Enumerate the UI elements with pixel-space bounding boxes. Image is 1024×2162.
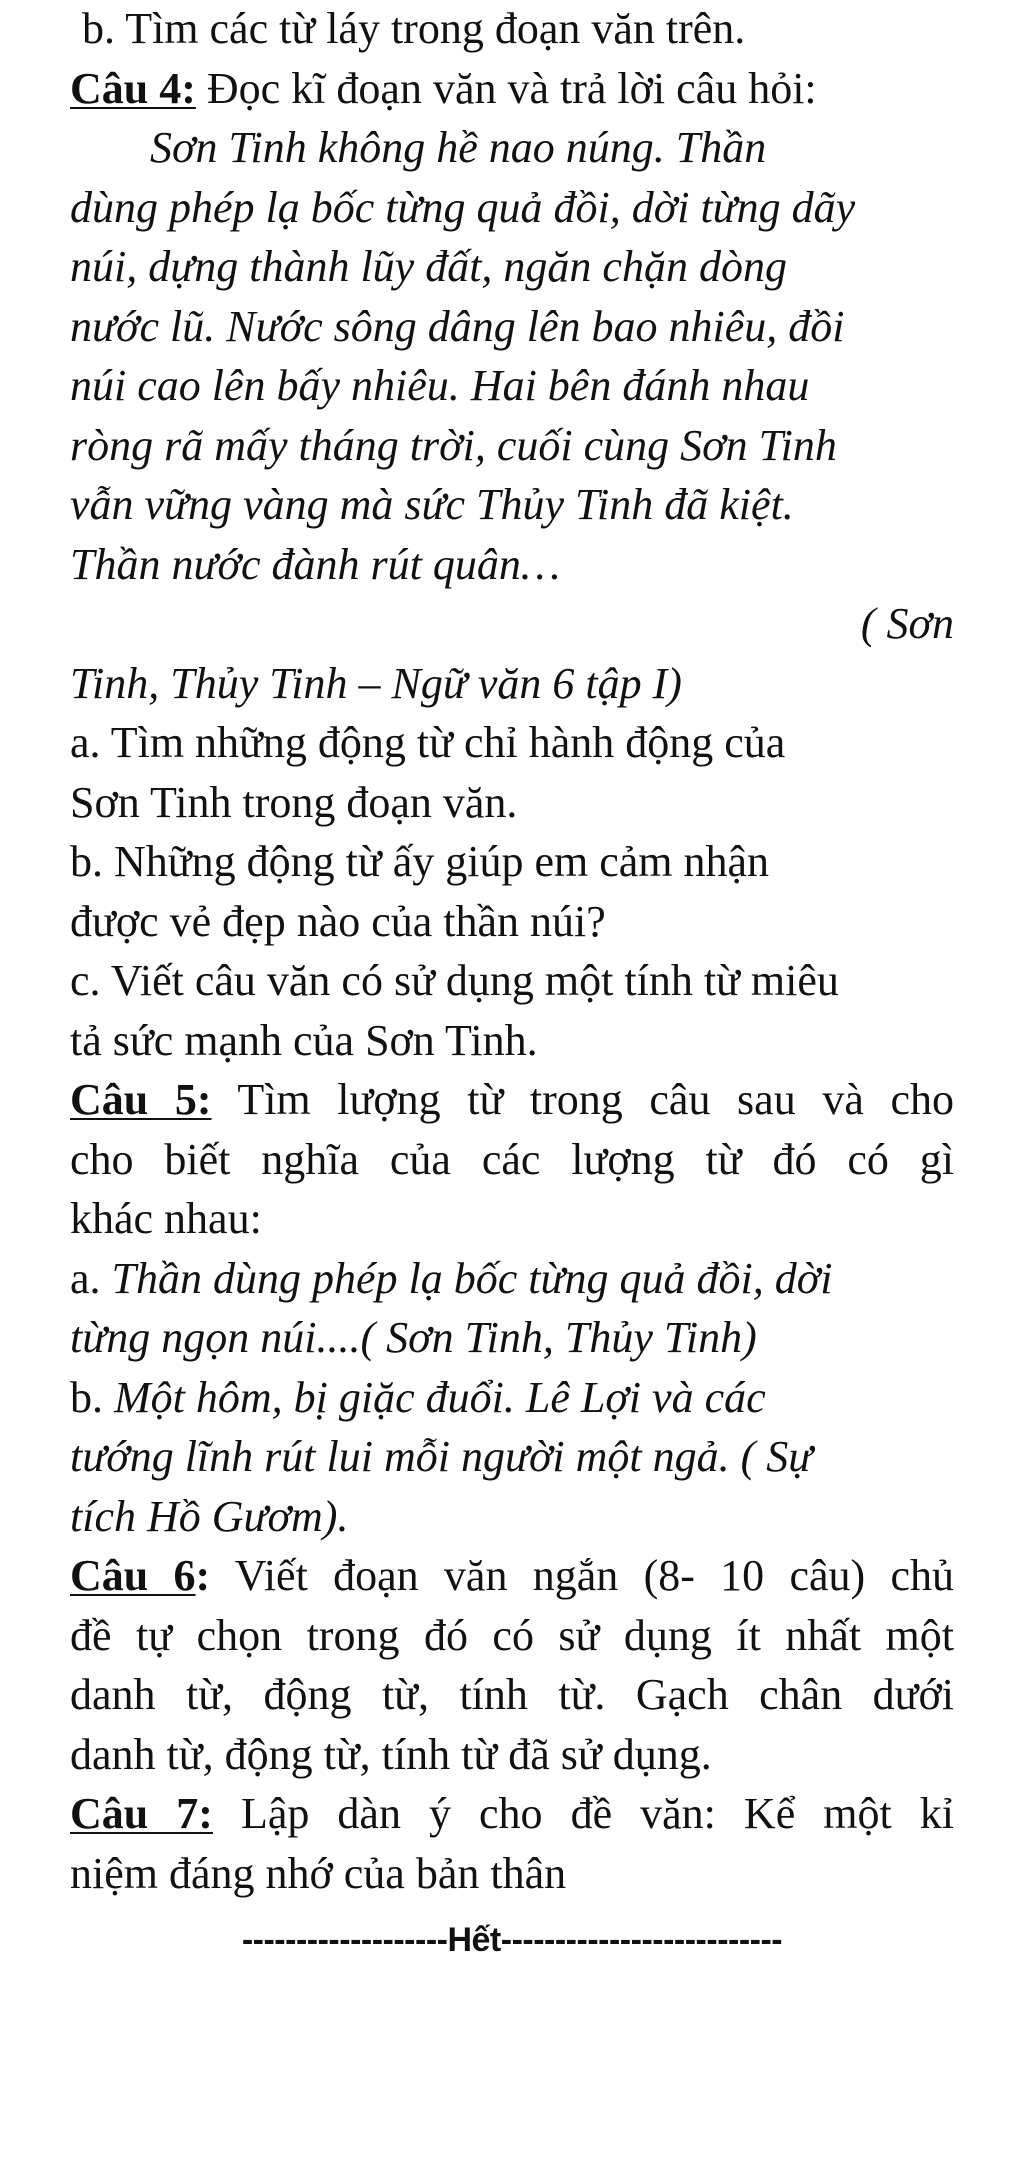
text-line: khác nhau: — [70, 1194, 262, 1243]
question-label: Câu 5: — [70, 1075, 212, 1124]
quote-line: núi, dựng thành lũy đất, ngăn chặn dòng — [70, 242, 787, 291]
text-line: a. Tìm những động từ chỉ hành động của — [70, 718, 786, 767]
question-label: Câu 7: — [70, 1789, 213, 1838]
end-marker: -------------------Hết-------------------------- — [241, 1921, 783, 1959]
example-line: tích Hồ Gươm). — [70, 1491, 349, 1541]
quote-line: ròng rã mấy tháng trời, cuối cùng Sơn Tinh — [70, 420, 837, 470]
text-line: tả sức mạnh của Sơn Tinh. — [70, 1015, 538, 1065]
quote-line: Sơn Tinh không hề nao núng. Thần — [150, 123, 767, 172]
quote-source: Tinh, Thủy Tinh – Ngữ văn 6 tập I) — [70, 658, 682, 708]
example-prefix: a. — [70, 1253, 112, 1303]
example-line: tướng lĩnh rút lui mỗi người một ngả. ( Sự — [70, 1432, 813, 1481]
quote-line: vẫn vững vàng mà sức Thủy Tinh đã kiệt. — [70, 480, 794, 529]
text-line: Sơn Tinh trong đoạn văn. — [70, 777, 518, 827]
example-prefix: b. — [70, 1372, 114, 1422]
quote-source: ( Sơn — [860, 599, 954, 648]
example-text: Thần dùng phép lạ bốc từng quả đồi, dời — [111, 1253, 833, 1303]
text-line: đề tự chọn trong đó có sử dụng ít nhất một — [70, 1610, 954, 1660]
text-line: niệm đáng nhớ của bản thân — [70, 1848, 567, 1898]
question-5-heading — [70, 1070, 954, 1130]
text-line: được vẻ đẹp nào của thần núi? — [70, 896, 606, 946]
example-line — [70, 1249, 954, 1309]
document-page — [70, 0, 954, 1971]
text-line: danh từ, động từ, tính từ. Gạch chân dưới — [70, 1670, 954, 1719]
text-line: cho biết nghĩa của các lượng từ đó có gì — [70, 1134, 954, 1184]
question-text: Lập dàn ý cho đề văn: Kể một kỉ — [212, 1789, 954, 1838]
text-line: danh từ, động từ, tính từ đã sử dụng. — [70, 1729, 712, 1779]
example-text: Một hôm, bị giặc đuổi. Lê Lợi và các — [114, 1372, 766, 1422]
question-text: Viết đoạn văn ngắn (8- 10 câu) chủ — [210, 1551, 954, 1600]
question-7-heading — [70, 1784, 954, 1844]
quote-line: dùng phép lạ bốc từng quả đồi, dời từng dãy — [70, 182, 856, 232]
question-4-heading — [70, 59, 954, 119]
example-line: từng ngọn núi....( Sơn Tinh, Thủy Tinh) — [70, 1313, 757, 1362]
question-6-heading — [70, 1546, 954, 1606]
quote-line: Thần nước đành rút quân… — [70, 539, 560, 589]
question-label: Câu 6 — [70, 1551, 196, 1600]
quote-line: nước lũ. Nước sông dâng lên bao nhiêu, đồi — [70, 301, 845, 351]
text-line: b. Những động từ ấy giúp em cảm nhận — [70, 837, 770, 886]
text-line: b. Tìm các từ láy trong đoạn văn trên. — [82, 4, 746, 53]
quote-line: núi cao lên bấy nhiêu. Hai bên đánh nhau — [70, 361, 810, 410]
question-text: Tìm lượng từ trong câu sau và cho — [211, 1075, 954, 1124]
example-line — [70, 1368, 954, 1428]
question-text: Đọc kĩ đoạn văn và trả lời câu hỏi: — [195, 63, 817, 113]
question-colon: : — [195, 1551, 211, 1600]
question-label: Câu 4: — [70, 63, 196, 113]
text-line: c. Viết câu văn có sử dụng một tính từ miêu — [70, 956, 839, 1005]
